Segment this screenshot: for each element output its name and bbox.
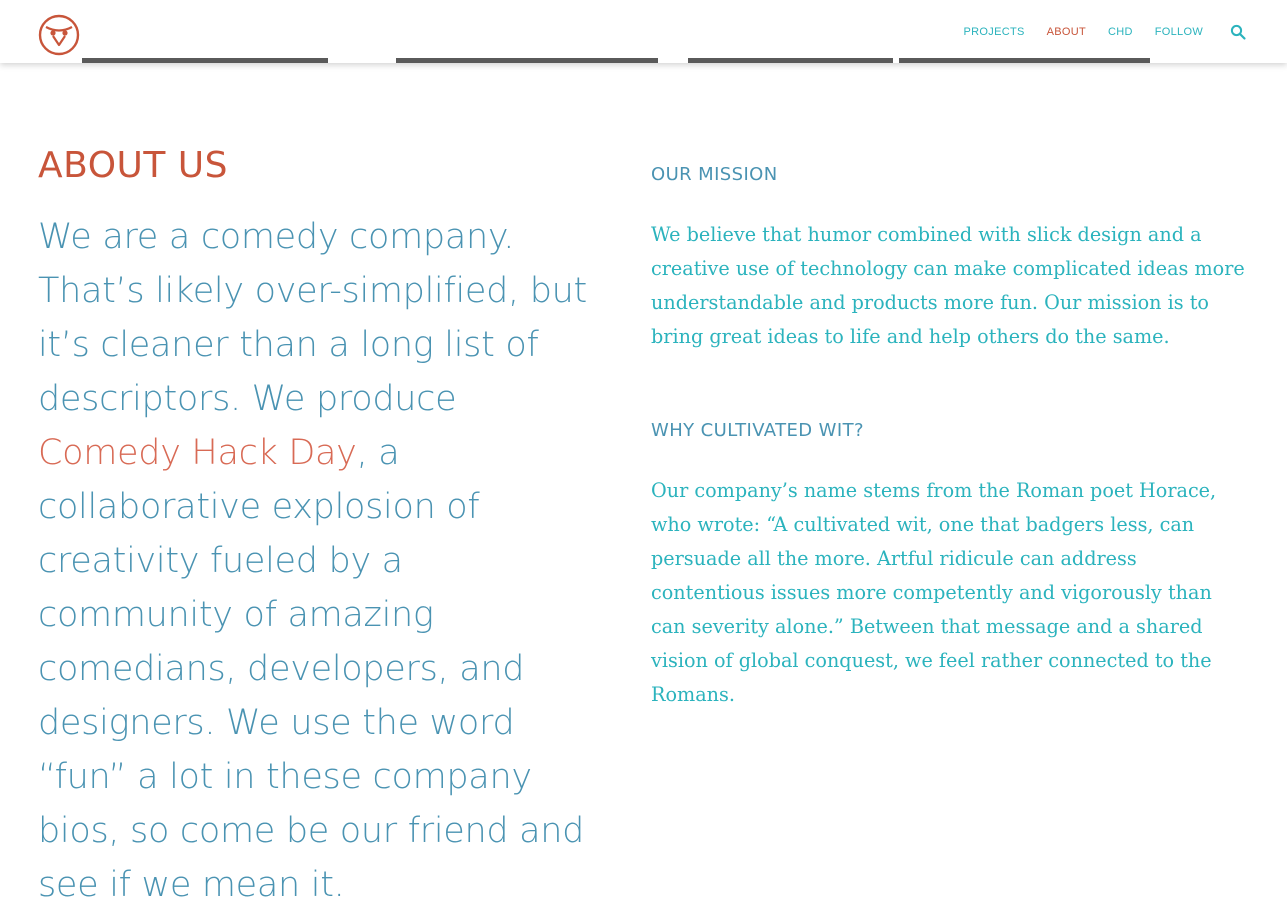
why-section [651,416,1246,712]
nav-about[interactable]: ABOUT [1046,26,1087,38]
nav-chd[interactable]: CHD [1108,26,1133,38]
mission-body: We believe that humor combined with slick design and a creative use of technology can make complicated ideas more understandable and products more fun. Our mission is to bring great ideas to life and help others do the same. [651,223,1245,348]
site-header [0,0,1287,63]
mission-heading: OUR MISSION [651,164,778,185]
comedy-hack-day-link[interactable]: Comedy Hack Day [38,433,357,473]
about-section [38,140,598,912]
owl-logo-icon[interactable] [38,14,80,56]
nav-follow[interactable]: FOLLOW [1154,26,1203,38]
why-body: Our company’s name stems from the Roman poet Horace, who wrote: “A cultivated wit, one that badgers less, can persuade all the more. Artful ridicule can address contentious issues more competently and vigorously than can severity alone.” Between that message and a shared vision of global conquest, we feel rather connected to the Romans. [651,479,1217,706]
search-icon[interactable] [1230,24,1246,40]
mission-section [651,160,1246,354]
intro-text-end: , a collaborative explosion of creativity fueled by a community of amazing comedians, developers, and designers. We use the word “fun” a lot in these company bios, so come be our friend and see if we mean it. [38,433,585,905]
about-intro [38,210,598,912]
info-column [651,160,1246,712]
nav-projects[interactable]: PROJECTS [963,26,1025,38]
page-title: ABOUT US [38,145,229,186]
intro-text-start: We are a comedy company. That’s likely over-simplified, but it’s cleaner than a long list of descriptors. We produce [38,217,587,419]
main-nav [942,26,1203,38]
why-heading: WHY CULTIVATED WIT? [651,420,864,441]
hero-image-strip [38,58,1240,63]
